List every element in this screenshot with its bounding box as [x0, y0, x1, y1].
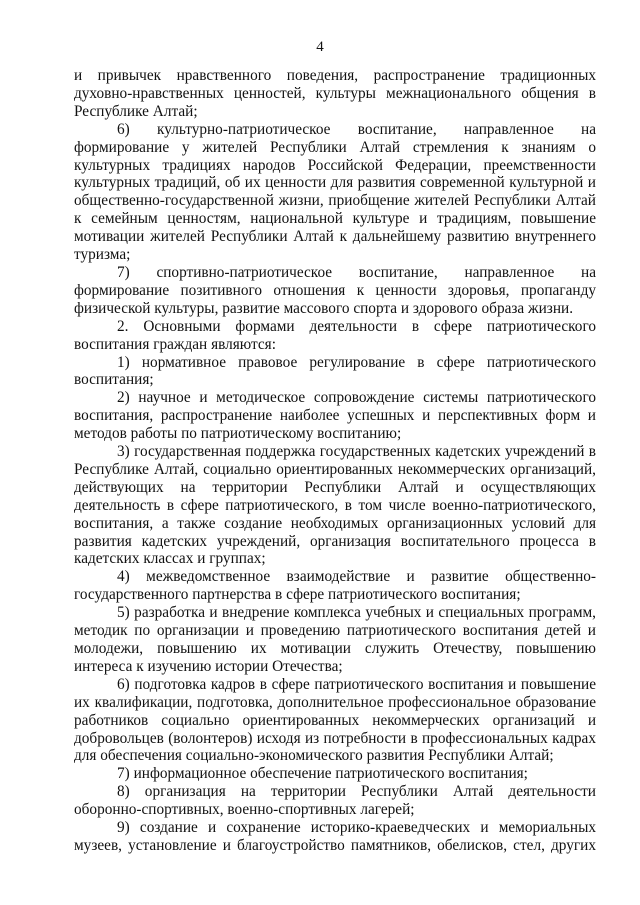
paragraph: 6) подготовка кадров в сфере патриотического воспитания и повышение их квалификации, подготовка, дополнительное профессиональное образование работников социально ориентированных некоммерческих организаций и добровольцев (волонтеров) исходя из потребности в профессиональных кадрах для обеспечения социально-экономического развития Республики Алтай;	[74, 675, 596, 765]
paragraph: 1) нормативное правовое регулирование в сфере патриотического воспитания;	[74, 353, 596, 389]
paragraph: и привычек нравственного поведения, распространение традиционных духовно-нравственных ценностей, культуры межнационального общения в Республике Алтай;	[74, 67, 596, 120]
paragraph: 6) культурно-патриотическое воспитание, направленное на формирование у жителей Республики Алтай стремления к знаниям о культурных традициях народов Российской Федерации, преемственности культурных традиций, об их ценности для развития современной культурной и общественно-государственной жизни, приобщение жителей Республики Алтай к семейным ценностям, национальной культуре и традициям, повышение мотивации жителей Республики Алтай к дальнейшему развитию внутреннего туризма;	[74, 120, 596, 264]
page-number: 4	[316, 39, 324, 55]
paragraph: 2. Основными формами деятельности в сфере патриотического воспитания граждан являются:	[74, 317, 596, 353]
document-body	[74, 67, 596, 855]
paragraph: 8) организация на территории Республики Алтай деятельности оборонно-спортивных, военно-спортивных лагерей;	[74, 783, 596, 819]
paragraph: 9) создание и сохранение историко-краеведческих и мемориальных музеев, установление и благоустройство памятников, обелисков, стел, других	[74, 819, 596, 854]
paragraph: 2) научное и методическое сопровождение системы патриотического воспитания, распространение наиболее успешных и перспективных форм и методов работы по патриотическому воспитанию;	[74, 389, 596, 443]
paragraph: 7) спортивно-патриотическое воспитание, направленное на формирование позитивного отношения к ценности здоровья, пропаганду физической культуры, развитие массового спорта и здорового образа жизни.	[74, 263, 596, 317]
paragraph: 3) государственная поддержка государственных кадетских учреждений в Республике Алтай, социально ориентированных некоммерческих организаций, действующих на территории Республики Алтай и осуществляющих деятельность в сфере патриотического, в том числе военно-патриотического, воспитания, а также создание необходимых организационных условий для развития кадетских учреждений, организация воспитательного процесса в кадетских классах и группах;	[74, 443, 596, 568]
paragraph: 7) информационное обеспечение патриотического воспитания;	[117, 765, 528, 783]
paragraph: 5) разработка и внедрение комплекса учебных и специальных программ, методик по организации и проведению патриотического воспитания детей и молодежи, повышению их мотивации служить Отечеству, повышению интереса к изучению истории Отечества;	[74, 604, 596, 675]
paragraph: 4) межведомственное взаимодействие и развитие общественно-государственного партнерства в сфере патриотического воспитания;	[74, 568, 596, 604]
